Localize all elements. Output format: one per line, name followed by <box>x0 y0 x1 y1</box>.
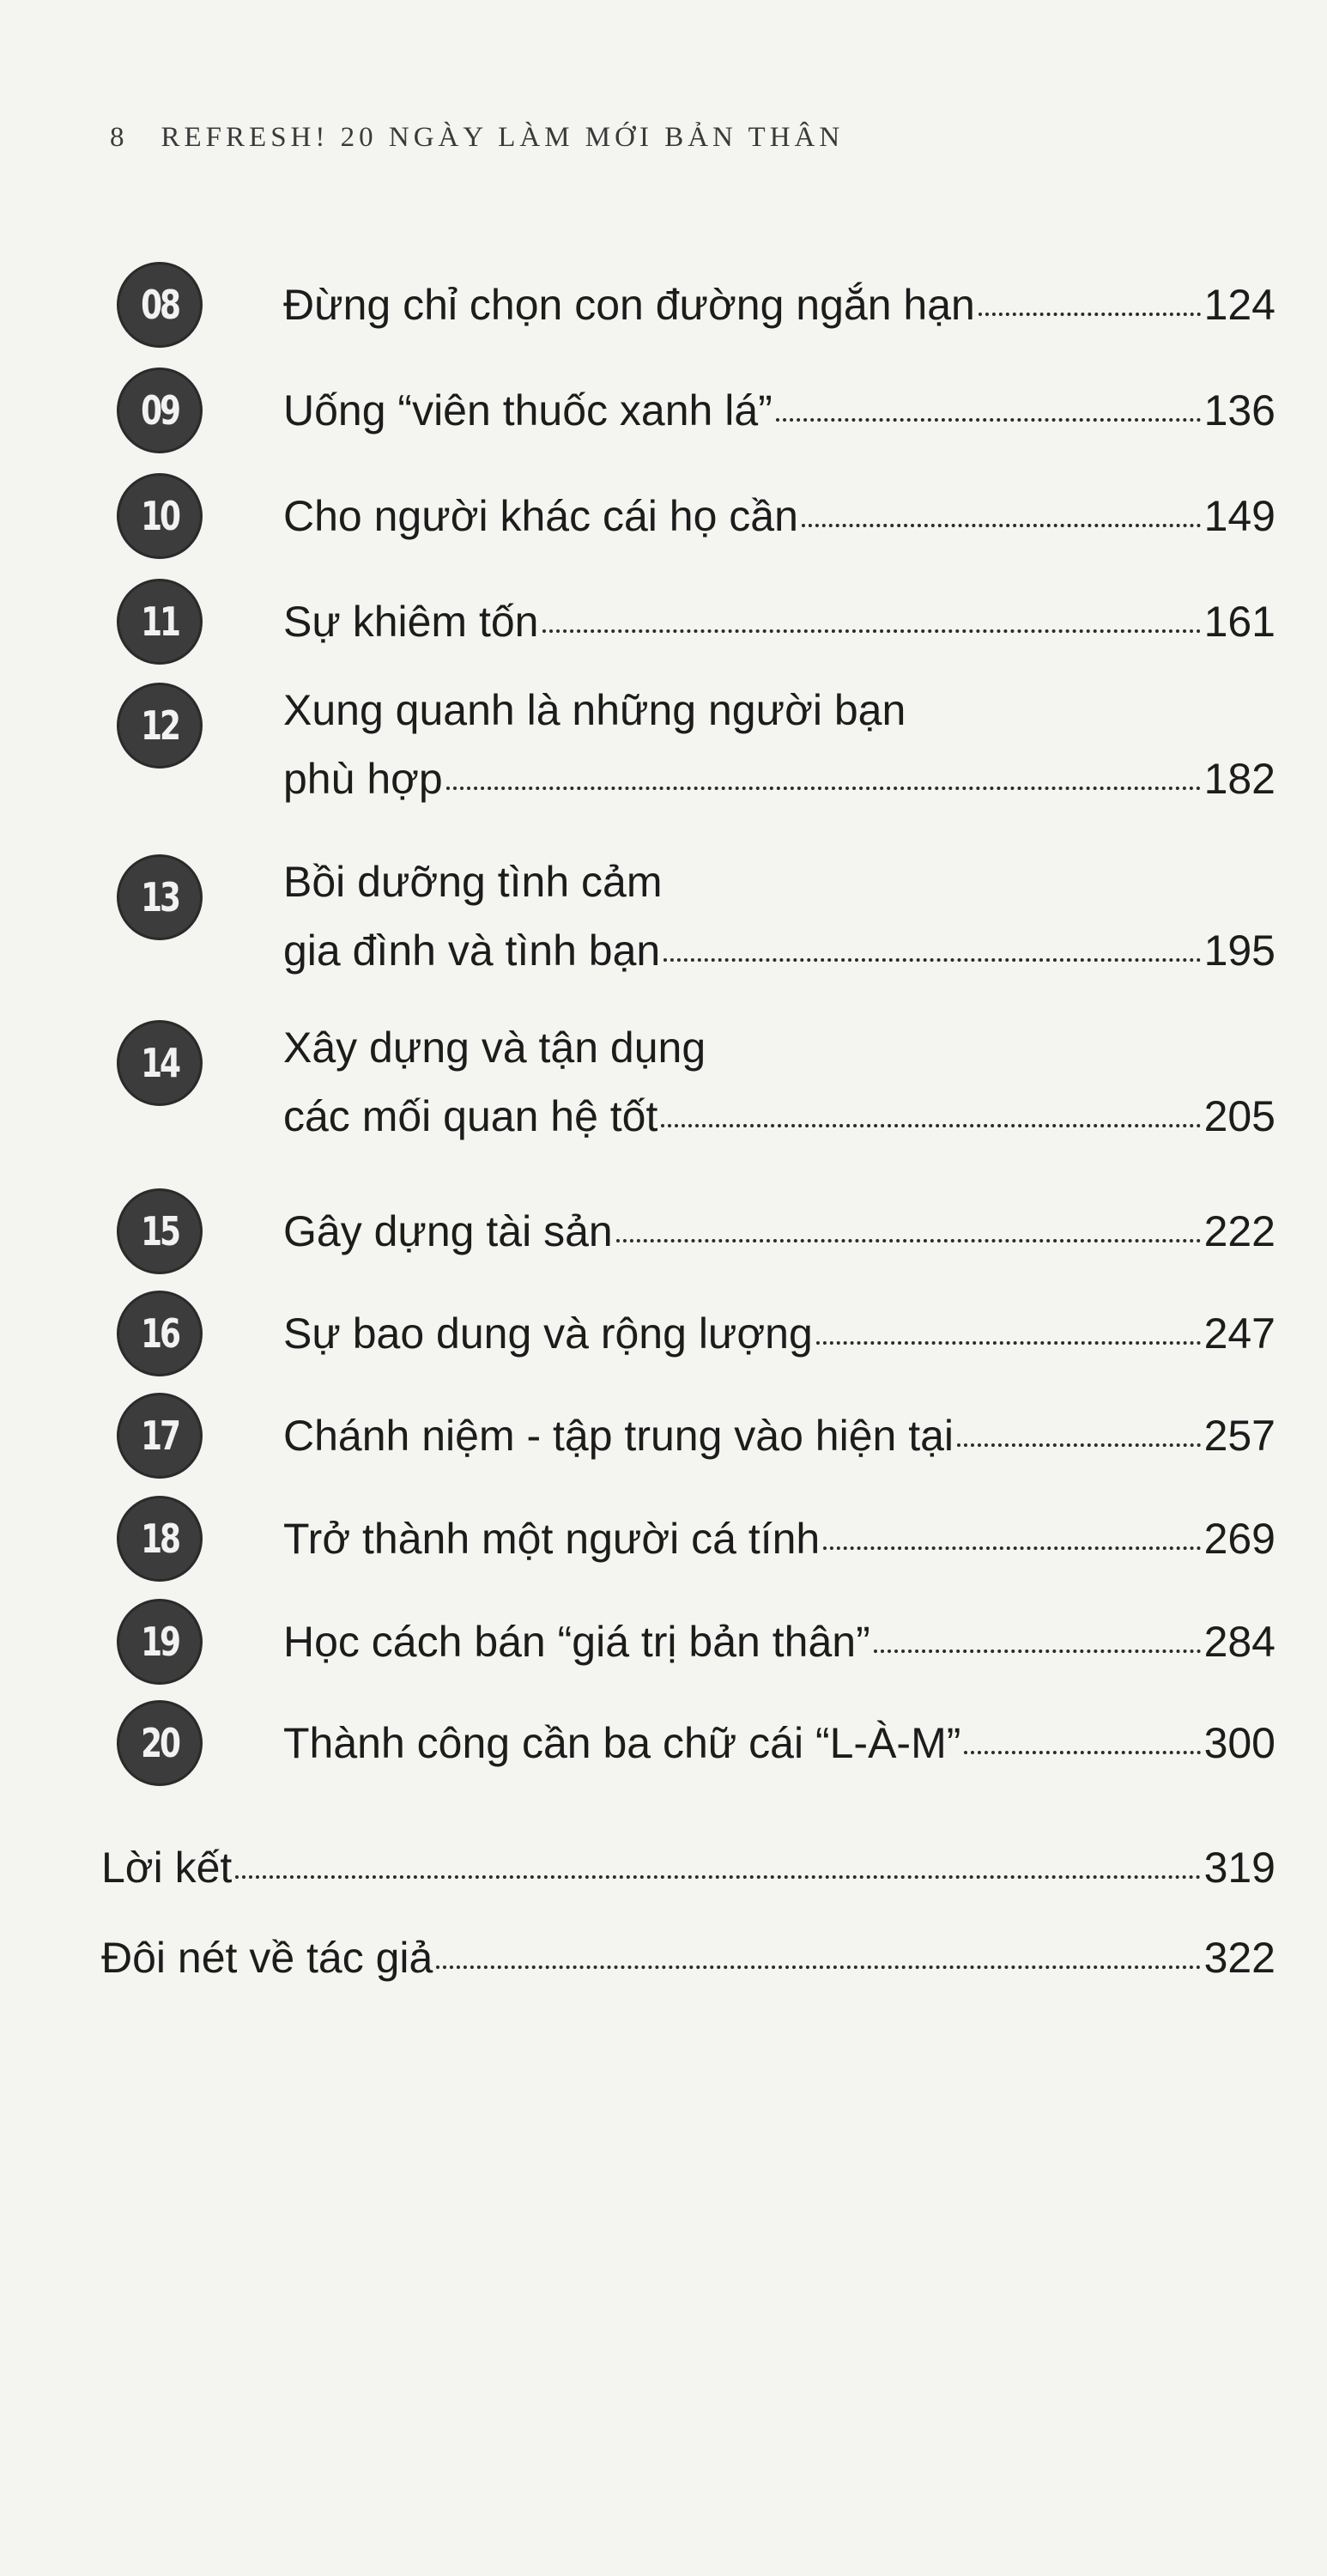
toc-line <box>283 490 1275 542</box>
chapter-number: 13 <box>141 874 179 920</box>
page-number: 222 <box>1203 1207 1275 1255</box>
dot-leader <box>874 1649 1201 1653</box>
chapter-number: 08 <box>141 282 179 328</box>
chapter-title: Thành công cần ba chữ cái “L-À-M” <box>283 1719 961 1767</box>
toc-line <box>283 1091 1275 1142</box>
chapter-title: Đừng chỉ chọn con đường ngắn hạn <box>283 281 975 329</box>
chapter-number: 14 <box>141 1040 179 1086</box>
toc-line <box>283 1616 1275 1668</box>
page-number: 124 <box>1203 281 1275 329</box>
chapter-number-badge <box>117 1020 203 1106</box>
page-number: 136 <box>1203 386 1275 434</box>
toc-line <box>283 1308 1275 1359</box>
toc-line <box>283 1717 1275 1769</box>
chapter-number-badge <box>117 579 203 665</box>
chapter-title: Gây dựng tài sản <box>283 1207 613 1255</box>
chapter-number: 12 <box>141 702 179 749</box>
toc-line <box>283 925 1275 976</box>
section-title: Đôi nét về tác giả <box>101 1934 433 1982</box>
chapter-title-line-2: phù hợp <box>283 755 443 803</box>
toc-line <box>283 684 906 736</box>
chapter-number-badge <box>117 1599 203 1685</box>
chapter-number: 19 <box>141 1619 179 1665</box>
toc-line <box>283 385 1275 436</box>
chapter-number-badge <box>117 1700 203 1786</box>
dot-leader <box>446 787 1201 790</box>
chapter-title-line-2: gia đình và tình bạn <box>283 927 661 975</box>
toc-line <box>283 856 662 908</box>
dot-leader <box>776 418 1201 422</box>
page-number: 269 <box>1203 1515 1275 1563</box>
chapter-number-badge <box>117 683 203 769</box>
toc-line <box>283 1410 1275 1461</box>
dot-leader <box>964 1751 1200 1754</box>
dot-leader <box>957 1443 1201 1447</box>
toc-line <box>101 1842 1275 1893</box>
page-number: 182 <box>1203 755 1275 803</box>
dot-leader <box>661 1124 1200 1127</box>
dot-leader <box>823 1546 1200 1550</box>
chapter-number: 18 <box>141 1516 179 1562</box>
chapter-title: Trở thành một người cá tính <box>283 1515 821 1563</box>
section-title: Lời kết <box>101 1844 233 1892</box>
chapter-number-badge <box>117 473 203 559</box>
chapter-number: 11 <box>141 598 179 645</box>
chapter-title-line-2: các mối quan hệ tốt <box>283 1092 658 1140</box>
page-number: 322 <box>1203 1934 1275 1982</box>
dot-leader <box>235 1875 1200 1879</box>
header-page-number: 8 <box>110 122 129 153</box>
chapter-number-badge <box>117 368 203 453</box>
dot-leader <box>979 313 1201 316</box>
dot-leader <box>436 1965 1200 1969</box>
page-number: 257 <box>1203 1412 1275 1460</box>
chapter-title-line-1: Xây dựng và tận dụng <box>283 1024 706 1072</box>
chapter-number-badge <box>117 1188 203 1274</box>
toc-line <box>283 596 1275 647</box>
chapter-title: Cho người khác cái họ cần <box>283 492 798 540</box>
toc-line <box>283 279 1275 331</box>
chapter-number-badge <box>117 1496 203 1582</box>
chapter-title: Học cách bán “giá trị bản thân” <box>283 1618 870 1666</box>
chapter-title-line-1: Bồi dưỡng tình cảm <box>283 858 663 906</box>
dot-leader <box>542 629 1201 633</box>
page-number: 284 <box>1203 1618 1275 1666</box>
toc-line <box>283 1513 1275 1564</box>
chapter-number-badge <box>117 1291 203 1376</box>
page-number: 195 <box>1203 927 1275 975</box>
page-number: 247 <box>1203 1309 1275 1358</box>
chapter-title-line-1: Xung quanh là những người bạn <box>283 686 906 734</box>
running-header <box>110 122 844 154</box>
chapter-title: Chánh niệm - tập trung vào hiện tại <box>283 1412 954 1460</box>
dot-leader <box>616 1239 1201 1242</box>
toc-line <box>101 1932 1275 1984</box>
chapter-number: 20 <box>141 1720 179 1766</box>
chapter-title: Sự bao dung và rộng lượng <box>283 1309 813 1358</box>
toc-line <box>283 1022 706 1073</box>
chapter-number-badge <box>117 854 203 940</box>
chapter-number: 10 <box>141 493 179 539</box>
toc-line <box>283 753 1275 805</box>
toc-line <box>283 1206 1275 1257</box>
chapter-number-badge <box>117 262 203 348</box>
page-number: 161 <box>1203 598 1275 646</box>
chapter-number: 16 <box>141 1310 179 1357</box>
chapter-number: 17 <box>141 1413 179 1459</box>
chapter-number: 09 <box>141 387 179 434</box>
header-book-title: REFRESH! 20 NGÀY LÀM MỚI BẢN THÂN <box>161 122 845 153</box>
dot-leader <box>802 524 1201 527</box>
chapter-number: 15 <box>141 1208 179 1255</box>
page-number: 149 <box>1203 492 1275 540</box>
chapter-number-badge <box>117 1393 203 1479</box>
page-number: 205 <box>1203 1092 1275 1140</box>
dot-leader <box>816 1341 1201 1345</box>
chapter-title: Uống “viên thuốc xanh lá” <box>283 386 773 434</box>
page-number: 300 <box>1203 1719 1275 1767</box>
chapter-title: Sự khiêm tốn <box>283 598 539 646</box>
dot-leader <box>664 958 1200 962</box>
page-number: 319 <box>1203 1844 1275 1892</box>
